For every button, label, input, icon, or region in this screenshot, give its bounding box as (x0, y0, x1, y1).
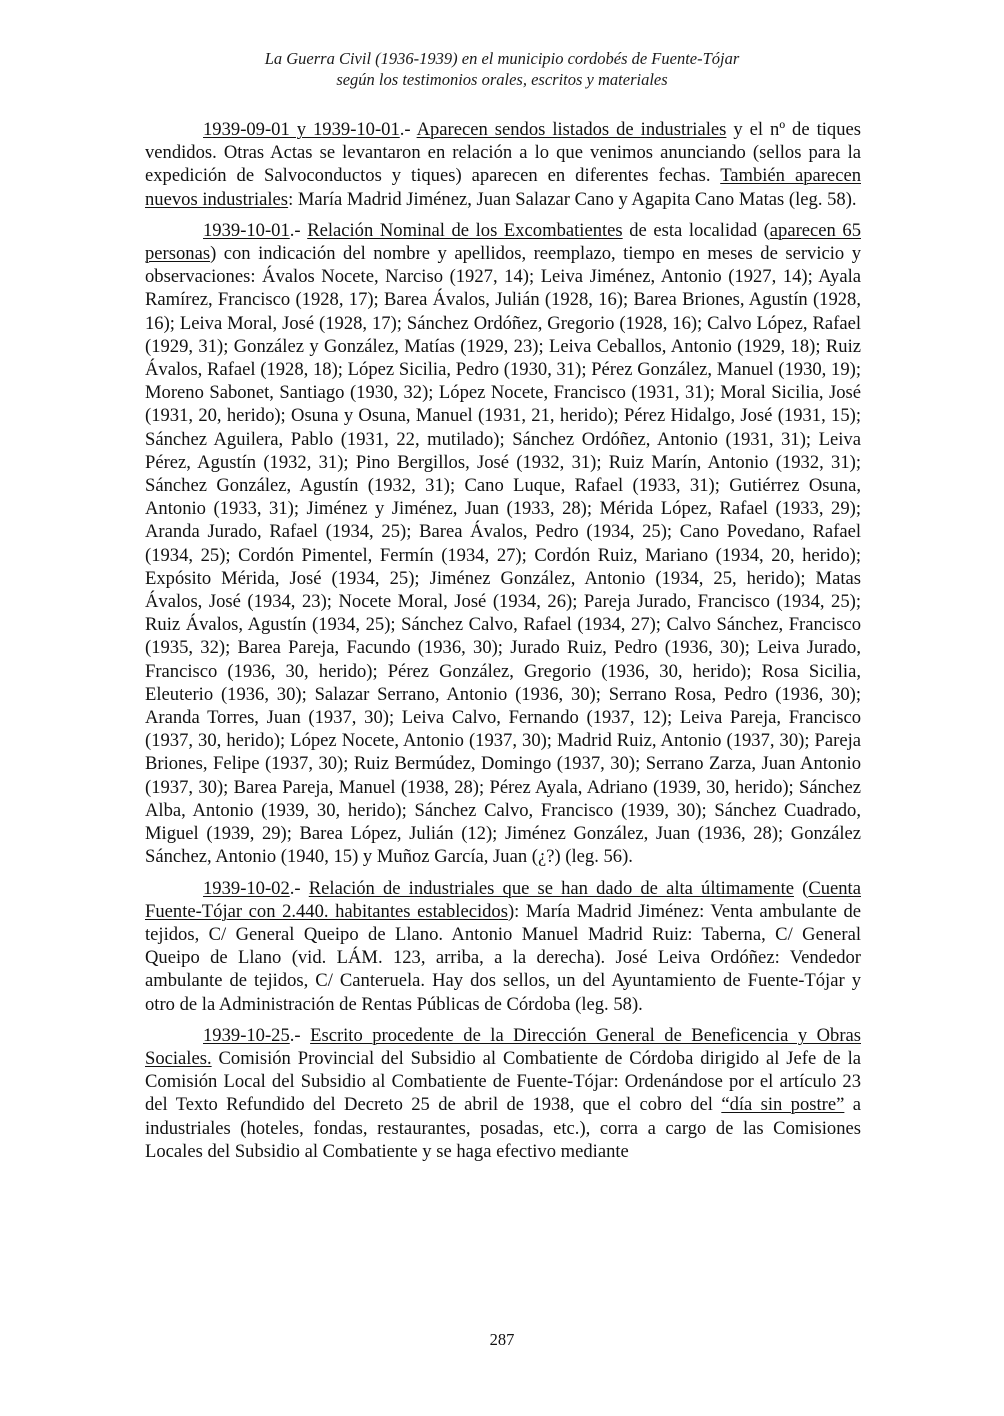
underlined-phrase: aparecen 65 personas (145, 219, 861, 265)
paragraph-1939-10-01 (145, 219, 861, 869)
page-number: 287 (489, 1330, 515, 1349)
running-header (0, 48, 1004, 90)
entry-separator: .- (289, 1024, 311, 1046)
entry-date: 1939-10-25 (203, 1024, 290, 1046)
entry-date: 1939-10-01 (203, 219, 290, 241)
paragraph-1939-10-02 (145, 877, 861, 1016)
entry-date: 1939-09-01 y 1939-10-01 (203, 119, 400, 140)
entry-separator: .- (289, 877, 309, 899)
underlined-phrase: Cuenta Fuente-Tójar con 2.440. habitantes establecidos (145, 877, 861, 922)
paragraph-text: a industriales (hoteles, fondas, restaurantes, posadas, etc.), corra a cargo de las Comisiones Locales del Subsidio al Combatiente y se haga efectivo mediante (145, 1094, 861, 1162)
paragraph-1939-10-25 (145, 1024, 861, 1163)
body-text (145, 118, 861, 1171)
underlined-phrase: Escrito procedente de la Dirección General de Beneficencia y Obras Sociales. (145, 1024, 861, 1069)
underlined-phrase: Relación de industriales que se han dado de alta últimamente (308, 877, 794, 899)
paragraph-text: y el nº de tiques vendidos. Otras Actas se levantaron en relación a lo que venimos anunciando (sellos para la expedición de Salvoconductos y tiques) aparecen en diferentes fechas. (145, 119, 861, 187)
underlined-phrase: También aparecen nuevos industriales (145, 165, 861, 210)
underlined-phrase: Aparecen sendos listados de industriales (416, 119, 727, 140)
paragraph-text: : María Madrid Jiménez, Juan Salazar Cano y Agapita Cano Matas (leg. 58). (288, 188, 857, 210)
underlined-phrase: “día sin postre” (721, 1094, 845, 1116)
paragraph-text: Comisión Provincial del Subsidio al Combatiente de Córdoba dirigido al Jefe de la Comisión Local del Subsidio al Combatiente de Fuente-Tójar: Ordenándose por el artículo 23 del Texto Refundido del Decreto 25 de abril de 1938, que el cobro del (145, 1047, 861, 1116)
paragraph-text: ): María Madrid Jiménez: Venta ambulante de tejidos, C/ General Queipo de Llano. Antonio Manuel Madrid Ruiz: Taberna, C/ General Queipo de Llano (vid. LÁM. 123, arriba, a la derecha). José Leiva Ordóñez: Vendedor ambulante de tejidos, C/ Canteruela. Hay dos sellos, un del Ayuntamiento de Fuente-Tójar y otro de la Administración de Rentas Públicas de Córdoba (leg. 58). (145, 900, 861, 1015)
paragraph-text: de esta localidad ( (622, 219, 770, 241)
entry-date: 1939-10-02 (203, 877, 290, 899)
paragraph-1939-09-01 (145, 118, 861, 211)
underlined-phrase: Relación Nominal de los Excombatientes (307, 219, 623, 241)
entry-separator: .- (399, 119, 417, 140)
header-title-line-1: La Guerra Civil (1936-1939) en el municipio cordobés de Fuente-Tójar (264, 49, 740, 68)
header-title-line-2: según los testimonios orales, escritos y materiales (336, 70, 668, 89)
entry-separator: .- (289, 219, 308, 241)
paragraph-text: ( (793, 877, 809, 899)
paragraph-text: ) con indicación del nombre y apellidos, reemplazo, tiempo en meses de servicio y observaciones: Ávalos Nocete, Narciso (1927, 14); Leiva Jiménez, Antonio (1927, 14); Ayala Ramírez, Francisco (1928, 17); Barea Ávalos, Julián (1928, 16); Barea Briones, Agustín (1928, 16); Leiva Moral, José (1928, 17); Sánchez Ordóñez, Gregorio (1928, 16); Calvo López, Rafael (1929, 31); González y González, Matías (1929, 23); Leiva Ceballos, Antonio (1929, 18); Ruiz Ávalos, Rafael (1928, 18); López Sicilia, Pedro (1930, 31); Pérez González, Manuel (1930, 19); Moreno Sabonet, Santiago (1930, 32); López Nocete, Francisco (1931, 31); Moral Sicilia, José (1931, 20, herido); Osuna y Osuna, Manuel (1931, 21, herido); Pérez Hidalgo, José (1931, 15); Sánchez Aguilera, Pablo (1931, 22, mutilado); Sánchez Ordóñez, Antonio (1931, 31); Leiva Pérez, Agustín (1932, 31); Pino Bergillos, José (1932, 31); Ruiz Marín, Antonio (1932, 31); Sánchez González, Agustín (1932, 31); Cano Luque, Rafael (1933, 31); Gutiérrez Osuna, Antonio (1933, 31); Jiménez y Jiménez, Juan (1933, 28); Mérida López, Rafael (1933, 29); Aranda Jurado, Rafael (1934, 25); Barea Ávalos, Pedro (1934, 25); Cano Povedano, Rafael (1934, 25); Cordón Pimentel, Fermín (1934, 27); Cordón Ruiz, Mariano (1934, 20, herido); Expósito Mérida, José (1934, 25); Jiménez González, Antonio (1934, 25, herido); Matas Ávalos, José (1934, 23); Nocete Moral, José (1934, 26); Pareja Jurado, Francisco (1934, 25); Ruiz Ávalos, Agustín (1934, 25); Sánchez Calvo, Rafael (1934, 27); Calvo Sánchez, Francisco (1935, 32); Barea Pareja, Facundo (1936, 30); Jurado Ruiz, Pedro (1936, 30); Leiva Jurado, Francisco (1936, 30, herido); Pérez González, Gregorio (1936, 30, herido); Rosa Sicilia, Eleuterio (1936, 30); Salazar Serrano, Antonio (1936, 30); Serrano Rosa, Pedro (1936, 30); Aranda Torres, Juan (1937, 30); Leiva Calvo, Fernando (1937, 12); Leiva Pareja, Francisco (1937, 30, herido); López Nocete, Antonio (1937, 30); Madrid Ruiz, Antonio (1937, 30); Pareja Briones, Felipe (1937, 30); Ruiz Bermúdez, Domingo (1937, 30); Serrano Zarza, Juan Antonio (1937, 30); Barea Pareja, Manuel (1938, 28); Pérez Ayala, Adriano (1939, 30, herido); Sánchez Alba, Antonio (1939, 30, herido); Sánchez Calvo, Francisco (1939, 30); Sánchez Cuadrado, Miguel (1939, 29); Barea López, Julián (12); Jiménez González, Juan (1936, 28); González Sánchez, Antonio (1940, 15) y Muñoz García, Juan (¿?) (leg. 56). (145, 243, 861, 868)
